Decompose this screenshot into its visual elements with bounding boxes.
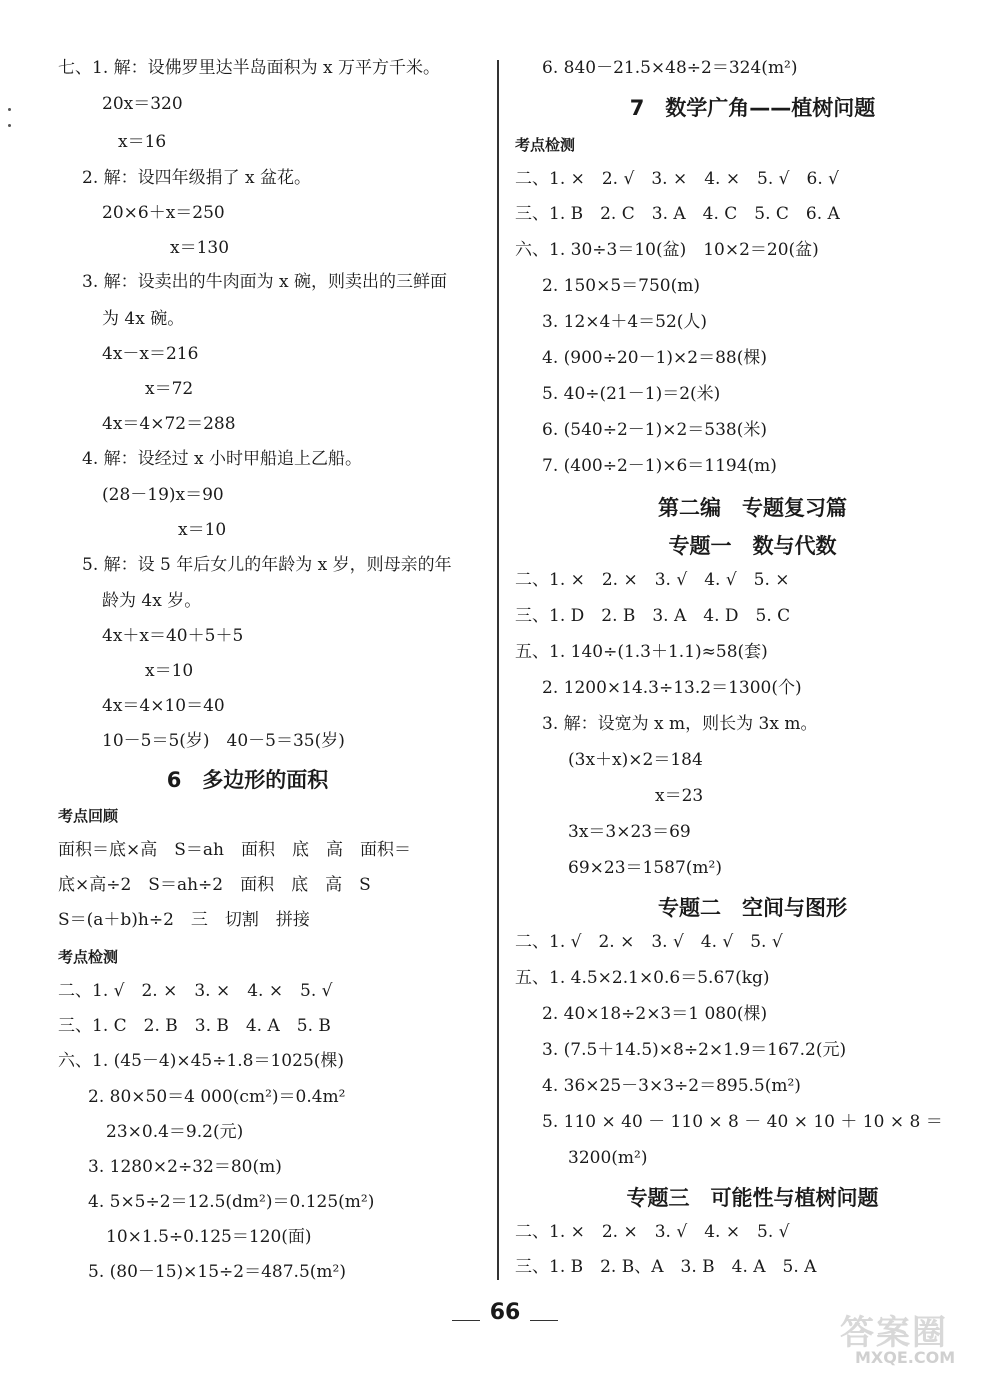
text-line: 二、1. × 2. √ 3. × 4. × 5. √ 6. √ <box>515 169 839 189</box>
text-line: 面积＝底×高 S＝ah 面积 底 高 面积＝ <box>58 840 411 860</box>
section-6-title: 6 多边形的面积 <box>166 768 329 792</box>
text-line: x＝10 <box>145 661 194 681</box>
text-line: (28－19)x＝90 <box>102 485 224 505</box>
text-line: 三、1. C 2. B 3. B 4. A 5. B <box>58 1016 331 1036</box>
watermark-logo: 答案圈 <box>840 1313 948 1353</box>
text-line: 六、1. 30÷3＝10(盆) 10×2＝20(盆) <box>515 240 819 260</box>
text-line: 4x＝4×72＝288 <box>102 414 236 434</box>
text-line: 2. 150×5＝750(m) <box>542 276 700 296</box>
text-line: 4. 解：设经过 x 小时甲船追上乙船。 <box>82 449 363 469</box>
text-line: 7. (400÷2－1)×6＝1194(m) <box>542 456 777 476</box>
text-line: 2. 1200×14.3÷13.2＝1300(个) <box>542 678 802 698</box>
watermark-url: MXQE.COM <box>855 1348 956 1367</box>
text-line: 五、1. 140÷(1.3＋1.1)≈58(套) <box>515 642 768 662</box>
check-label: 考点检测 <box>515 136 576 154</box>
text-line: 4x＝4×10＝40 <box>102 696 225 716</box>
text-line: 2. 解：设四年级捐了 x 盆花。 <box>82 168 312 188</box>
text-line: 2. 80×50＝4 000(cm²)＝0.4m² <box>88 1087 346 1107</box>
text-line: 五、1. 4.5×2.1×0.6＝5.67(kg) <box>515 968 770 988</box>
text-line: 20x＝320 <box>102 94 183 114</box>
text-line: 三、1. B 2. B、A 3. B 4. A 5. A <box>515 1257 817 1277</box>
text-line: 69×23＝1587(m²) <box>568 858 722 878</box>
text-line: 龄为 4x 岁。 <box>102 591 202 611</box>
page-number: 66 <box>489 1300 521 1325</box>
text-line: 二、1. × 2. × 3. √ 4. √ 5. × <box>515 570 790 590</box>
text-line: 三、1. B 2. C 3. A 4. C 5. C 6. A <box>515 204 840 224</box>
text-line: 4. 36×25－3×3÷2＝895.5(m²) <box>542 1076 801 1096</box>
text-line: 三、1. D 2. B 3. A 4. D 5. C <box>515 606 791 626</box>
topic-1-title: 专题一 数与代数 <box>668 534 837 558</box>
text-line: 6. 840－21.5×48÷2＝324(m²) <box>542 58 798 78</box>
part-2-title: 第二编 专题复习篇 <box>658 496 847 520</box>
text-line: 七、1. 解：设佛罗里达半岛面积为 x 万平方千米。 <box>58 58 441 78</box>
text-line: 5. (80－15)×15÷2＝487.5(m²) <box>88 1262 346 1282</box>
text-line: 3. (7.5＋14.5)×8÷2×1.9＝167.2(元) <box>542 1040 847 1060</box>
text-line: 3. 12×4＋4＝52(人) <box>542 312 708 332</box>
text-line: 3200(m²) <box>568 1148 648 1168</box>
text-line: 3x＝3×23＝69 <box>568 822 691 842</box>
text-line: x＝23 <box>655 786 704 806</box>
text-line: (3x＋x)×2＝184 <box>568 750 703 770</box>
check-label: 考点检测 <box>58 948 119 966</box>
text-line: x＝10 <box>178 520 227 540</box>
column-divider <box>497 60 499 1280</box>
text-line: S＝(a＋b)h÷2 三 切割 拼接 <box>58 910 310 930</box>
text-line: x＝16 <box>118 132 167 152</box>
topic-2-title: 专题二 空间与图形 <box>658 896 847 920</box>
text-line: 4. (900÷20－1)×2＝88(棵) <box>542 348 767 368</box>
text-line: 5. 40÷(21－1)＝2(米) <box>542 384 721 404</box>
topic-3-title: 专题三 可能性与植树问题 <box>626 1186 879 1210</box>
text-line: 3. 1280×2÷32＝80(m) <box>88 1157 282 1177</box>
text-line: x＝130 <box>170 238 230 258</box>
text-line: 20×6＋x＝250 <box>102 203 225 223</box>
text-line: 二、1. × 2. × 3. √ 4. × 5. √ <box>515 1222 790 1242</box>
page-number-dash-right <box>530 1320 558 1321</box>
text-line: 6. (540÷2－1)×2＝538(米) <box>542 420 767 440</box>
text-line: x＝72 <box>145 379 194 399</box>
text-line: 二、1. √ 2. × 3. √ 4. √ 5. √ <box>515 932 783 952</box>
text-line: 4x－x＝216 <box>102 344 199 364</box>
text-line: 10－5＝5(岁) 40－5＝35(岁) <box>102 731 345 751</box>
text-line: 底×高÷2 S＝ah÷2 面积 底 高 S <box>58 875 371 895</box>
text-line: 5. 110 × 40 － 110 × 8 － 40 × 10 ＋ 10 × 8 ＝ <box>542 1112 943 1132</box>
text-line: 4x＋x＝40＋5＋5 <box>102 626 244 646</box>
text-line: 5. 解：设 5 年后女儿的年龄为 x 岁，则母亲的年 <box>82 555 452 575</box>
text-line: 4. 5×5÷2＝12.5(dm²)＝0.125(m²) <box>88 1192 375 1212</box>
text-line: 六、1. (45－4)×45÷1.8＝1025(棵) <box>58 1051 345 1071</box>
text-line: 3. 解：设宽为 x m，则长为 3x m。 <box>542 714 818 734</box>
text-line: 为 4x 碗。 <box>102 309 185 329</box>
text-line: 3. 解：设卖出的牛肉面为 x 碗，则卖出的三鲜面 <box>82 272 448 292</box>
text-line: 2. 40×18÷2×3＝1 080(棵) <box>542 1004 768 1024</box>
text-line: 二、1. √ 2. × 3. × 4. × 5. √ <box>58 981 333 1001</box>
text-line: 10×1.5÷0.125＝120(面) <box>106 1227 312 1247</box>
text-line: 23×0.4＝9.2(元) <box>106 1122 244 1142</box>
review-label: 考点回顾 <box>58 807 119 825</box>
section-7-title: 7 数学广角——植树问题 <box>629 96 876 120</box>
